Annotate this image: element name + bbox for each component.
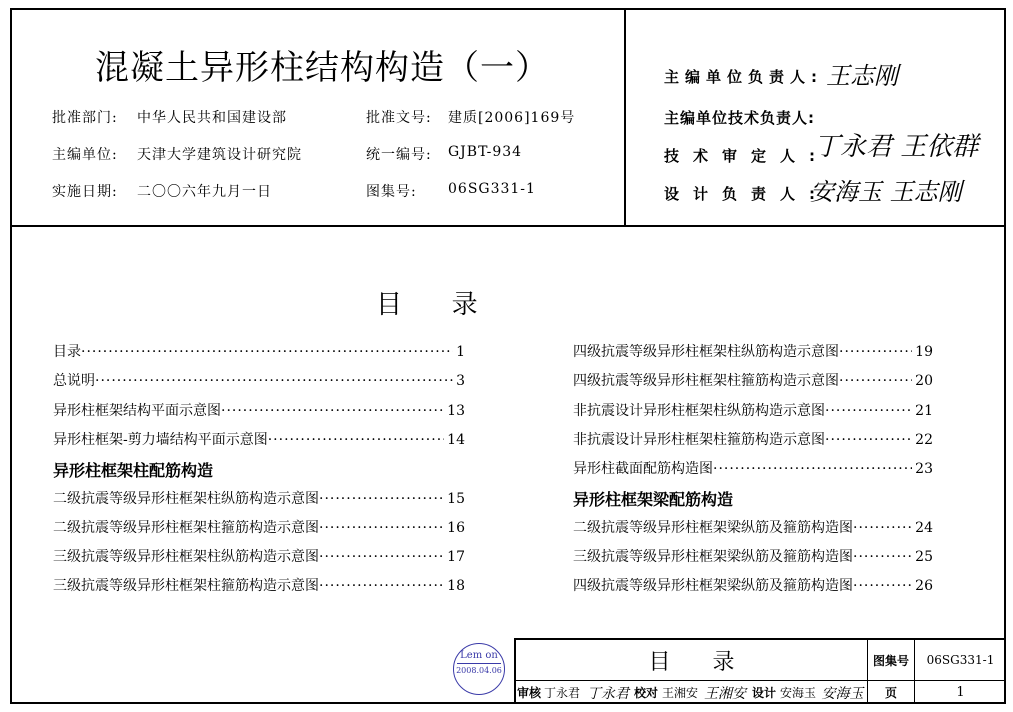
toc-entry-title: 非抗震设计异形柱框架柱纵筋构造示意图 (573, 403, 825, 419)
toc-entry-title: 三级抗震等级异形柱框架梁纵筋及箍筋构造图 (573, 549, 853, 565)
review-signature: 丁永君 (587, 685, 629, 702)
toc-entry-title: 异形柱框架-剪力墙结构平面示意图 (53, 432, 268, 448)
toc-entry-title: 二级抗震等级异形柱框架梁纵筋及箍筋构造图 (573, 520, 853, 536)
toc-leader-dots (95, 373, 453, 389)
toc-entry-page: 13 (447, 403, 465, 419)
check-signature: 王湘安 (704, 685, 746, 702)
toc-entry[interactable] (53, 370, 465, 390)
toc-entry-title: 二级抗震等级异形柱框架柱箍筋构造示意图 (53, 520, 319, 536)
toc-entry-title: 四级抗震等级异形柱框架梁纵筋及箍筋构造图 (573, 578, 853, 594)
toc-entry-page: 22 (915, 432, 933, 448)
toc-entry-title: 三级抗震等级异形柱框架柱纵筋构造示意图 (53, 549, 319, 565)
toc-leader-dots (839, 373, 912, 389)
toc-section-column-reinforcement: 异形柱框架柱配筋构造 (53, 461, 214, 480)
impl-date: 二〇〇六年九月一日 (137, 184, 272, 200)
toc-heading: 目 录 (376, 290, 478, 320)
title-block-title: 目 录 (648, 649, 735, 675)
design-signature: 安海玉 (821, 685, 864, 702)
toc-entry[interactable] (53, 546, 465, 566)
toc-entry-page: 15 (447, 491, 465, 507)
toc-entry-page: 21 (915, 403, 933, 419)
toc-leader-dots (853, 520, 912, 536)
review-label: 审核 (516, 686, 541, 700)
toc-entry-page: 18 (447, 578, 465, 594)
stamp-line-2: 2008.04.06 (456, 666, 502, 675)
toc-entry-title: 三级抗震等级异形柱框架柱箍筋构造示意图 (53, 578, 319, 594)
page-label: 页 (884, 686, 897, 700)
toc-entry-page: 3 (456, 373, 465, 389)
design-label: 设计 (751, 686, 776, 700)
stamp-line-1: Lem on (460, 650, 498, 661)
toc-leader-dots (839, 344, 912, 360)
toc-entry-page: 1 (456, 344, 465, 360)
toc-entry-title: 目录 (53, 344, 81, 360)
header-divider (10, 225, 1006, 227)
atlas-no: 06SG331-1 (448, 181, 536, 197)
date-stamp (453, 643, 505, 695)
toc-section-beam-reinforcement: 异形柱框架梁配筋构造 (573, 490, 734, 509)
review-name: 丁永君 (543, 686, 580, 700)
toc-entry-page: 17 (447, 549, 465, 565)
toc-entry-page: 26 (915, 578, 933, 594)
title-block-atlas-value: 06SG331-1 (926, 653, 995, 667)
check-label: 校对 (633, 686, 658, 700)
toc-entry[interactable] (53, 400, 465, 420)
approval-doc-label: 批准文号: (366, 110, 432, 126)
atlas-no-label: 图集号: (366, 184, 417, 200)
toc-entry-title: 异形柱截面配筋构造图 (573, 461, 713, 477)
toc-entry[interactable] (53, 429, 465, 449)
toc-leader-dots (268, 432, 444, 448)
title-block-atlas-label: 图集号 (872, 653, 909, 668)
page-number: 1 (956, 685, 965, 700)
toc-entry[interactable] (573, 575, 933, 595)
unified-no-label: 统一编号: (366, 147, 432, 163)
stamp-rule (457, 663, 501, 664)
toc-entry-page: 16 (447, 520, 465, 536)
toc-leader-dots (713, 461, 912, 477)
toc-entry-title: 非抗震设计异形柱框架柱箍筋构造示意图 (573, 432, 825, 448)
chief-unit-head-label: 主编单位负责人: (664, 68, 823, 86)
toc-entry[interactable] (573, 517, 933, 537)
toc-entry[interactable] (573, 546, 933, 566)
toc-entry[interactable] (53, 488, 465, 508)
toc-entry[interactable] (573, 429, 933, 449)
header-vertical-divider (624, 8, 626, 226)
page-title: 混凝土异形柱结构构造（一） (95, 48, 550, 88)
toc-leader-dots (825, 403, 912, 419)
toc-entry-page: 23 (915, 461, 933, 477)
toc-entry[interactable] (53, 341, 465, 361)
toc-entry[interactable] (53, 517, 465, 537)
toc-entry-title: 总说明 (53, 373, 95, 389)
toc-entry-title: 二级抗震等级异形柱框架柱纵筋构造示意图 (53, 491, 319, 507)
design-name: 安海玉 (779, 686, 816, 700)
toc-leader-dots (319, 578, 444, 594)
editor-unit-label: 主编单位: (52, 147, 118, 163)
toc-entry[interactable] (573, 370, 933, 390)
toc-entry-page: 19 (915, 344, 933, 360)
toc-leader-dots (221, 403, 444, 419)
toc-entry-page: 25 (915, 549, 933, 565)
toc-leader-dots (319, 549, 444, 565)
toc-entry[interactable] (53, 575, 465, 595)
approval-dept: 中华人民共和国建设部 (137, 110, 287, 126)
toc-leader-dots (319, 491, 444, 507)
toc-entry-page: 20 (915, 373, 933, 389)
toc-entry-title: 四级抗震等级异形柱框架柱纵筋构造示意图 (573, 344, 839, 360)
tech-approver-label: 技术审定人: (664, 147, 829, 165)
toc-entry[interactable] (573, 400, 933, 420)
toc-leader-dots (853, 578, 912, 594)
approval-dept-label: 批准部门: (52, 110, 118, 126)
approval-doc: 建质[2006]169号 (448, 110, 576, 126)
design-lead-label: 设计负责人: (664, 185, 829, 203)
design-lead-signature: 安海玉 王志刚 (810, 178, 962, 206)
toc-entry-title: 异形柱框架结构平面示意图 (53, 403, 221, 419)
unified-no: GJBT-934 (448, 144, 523, 160)
toc-leader-dots (81, 344, 453, 360)
toc-leader-dots (319, 520, 444, 536)
editor-unit: 天津大学建筑设计研究院 (137, 147, 302, 163)
chief-tech-head-label: 主编单位技术负责人: (664, 109, 815, 127)
toc-entry-title: 四级抗震等级异形柱框架柱箍筋构造示意图 (573, 373, 839, 389)
impl-date-label: 实施日期: (52, 184, 118, 200)
check-name: 王湘安 (661, 686, 698, 700)
tech-approver-signature: 丁永君 王依群 (814, 132, 979, 162)
toc-entry[interactable] (573, 341, 933, 361)
toc-leader-dots (853, 549, 912, 565)
toc-leader-dots (825, 432, 912, 448)
chief-unit-head-signature: 王志刚 (826, 62, 898, 90)
toc-entry[interactable] (573, 458, 933, 478)
toc-entry-page: 24 (915, 520, 933, 536)
toc-entry-page: 14 (447, 432, 465, 448)
